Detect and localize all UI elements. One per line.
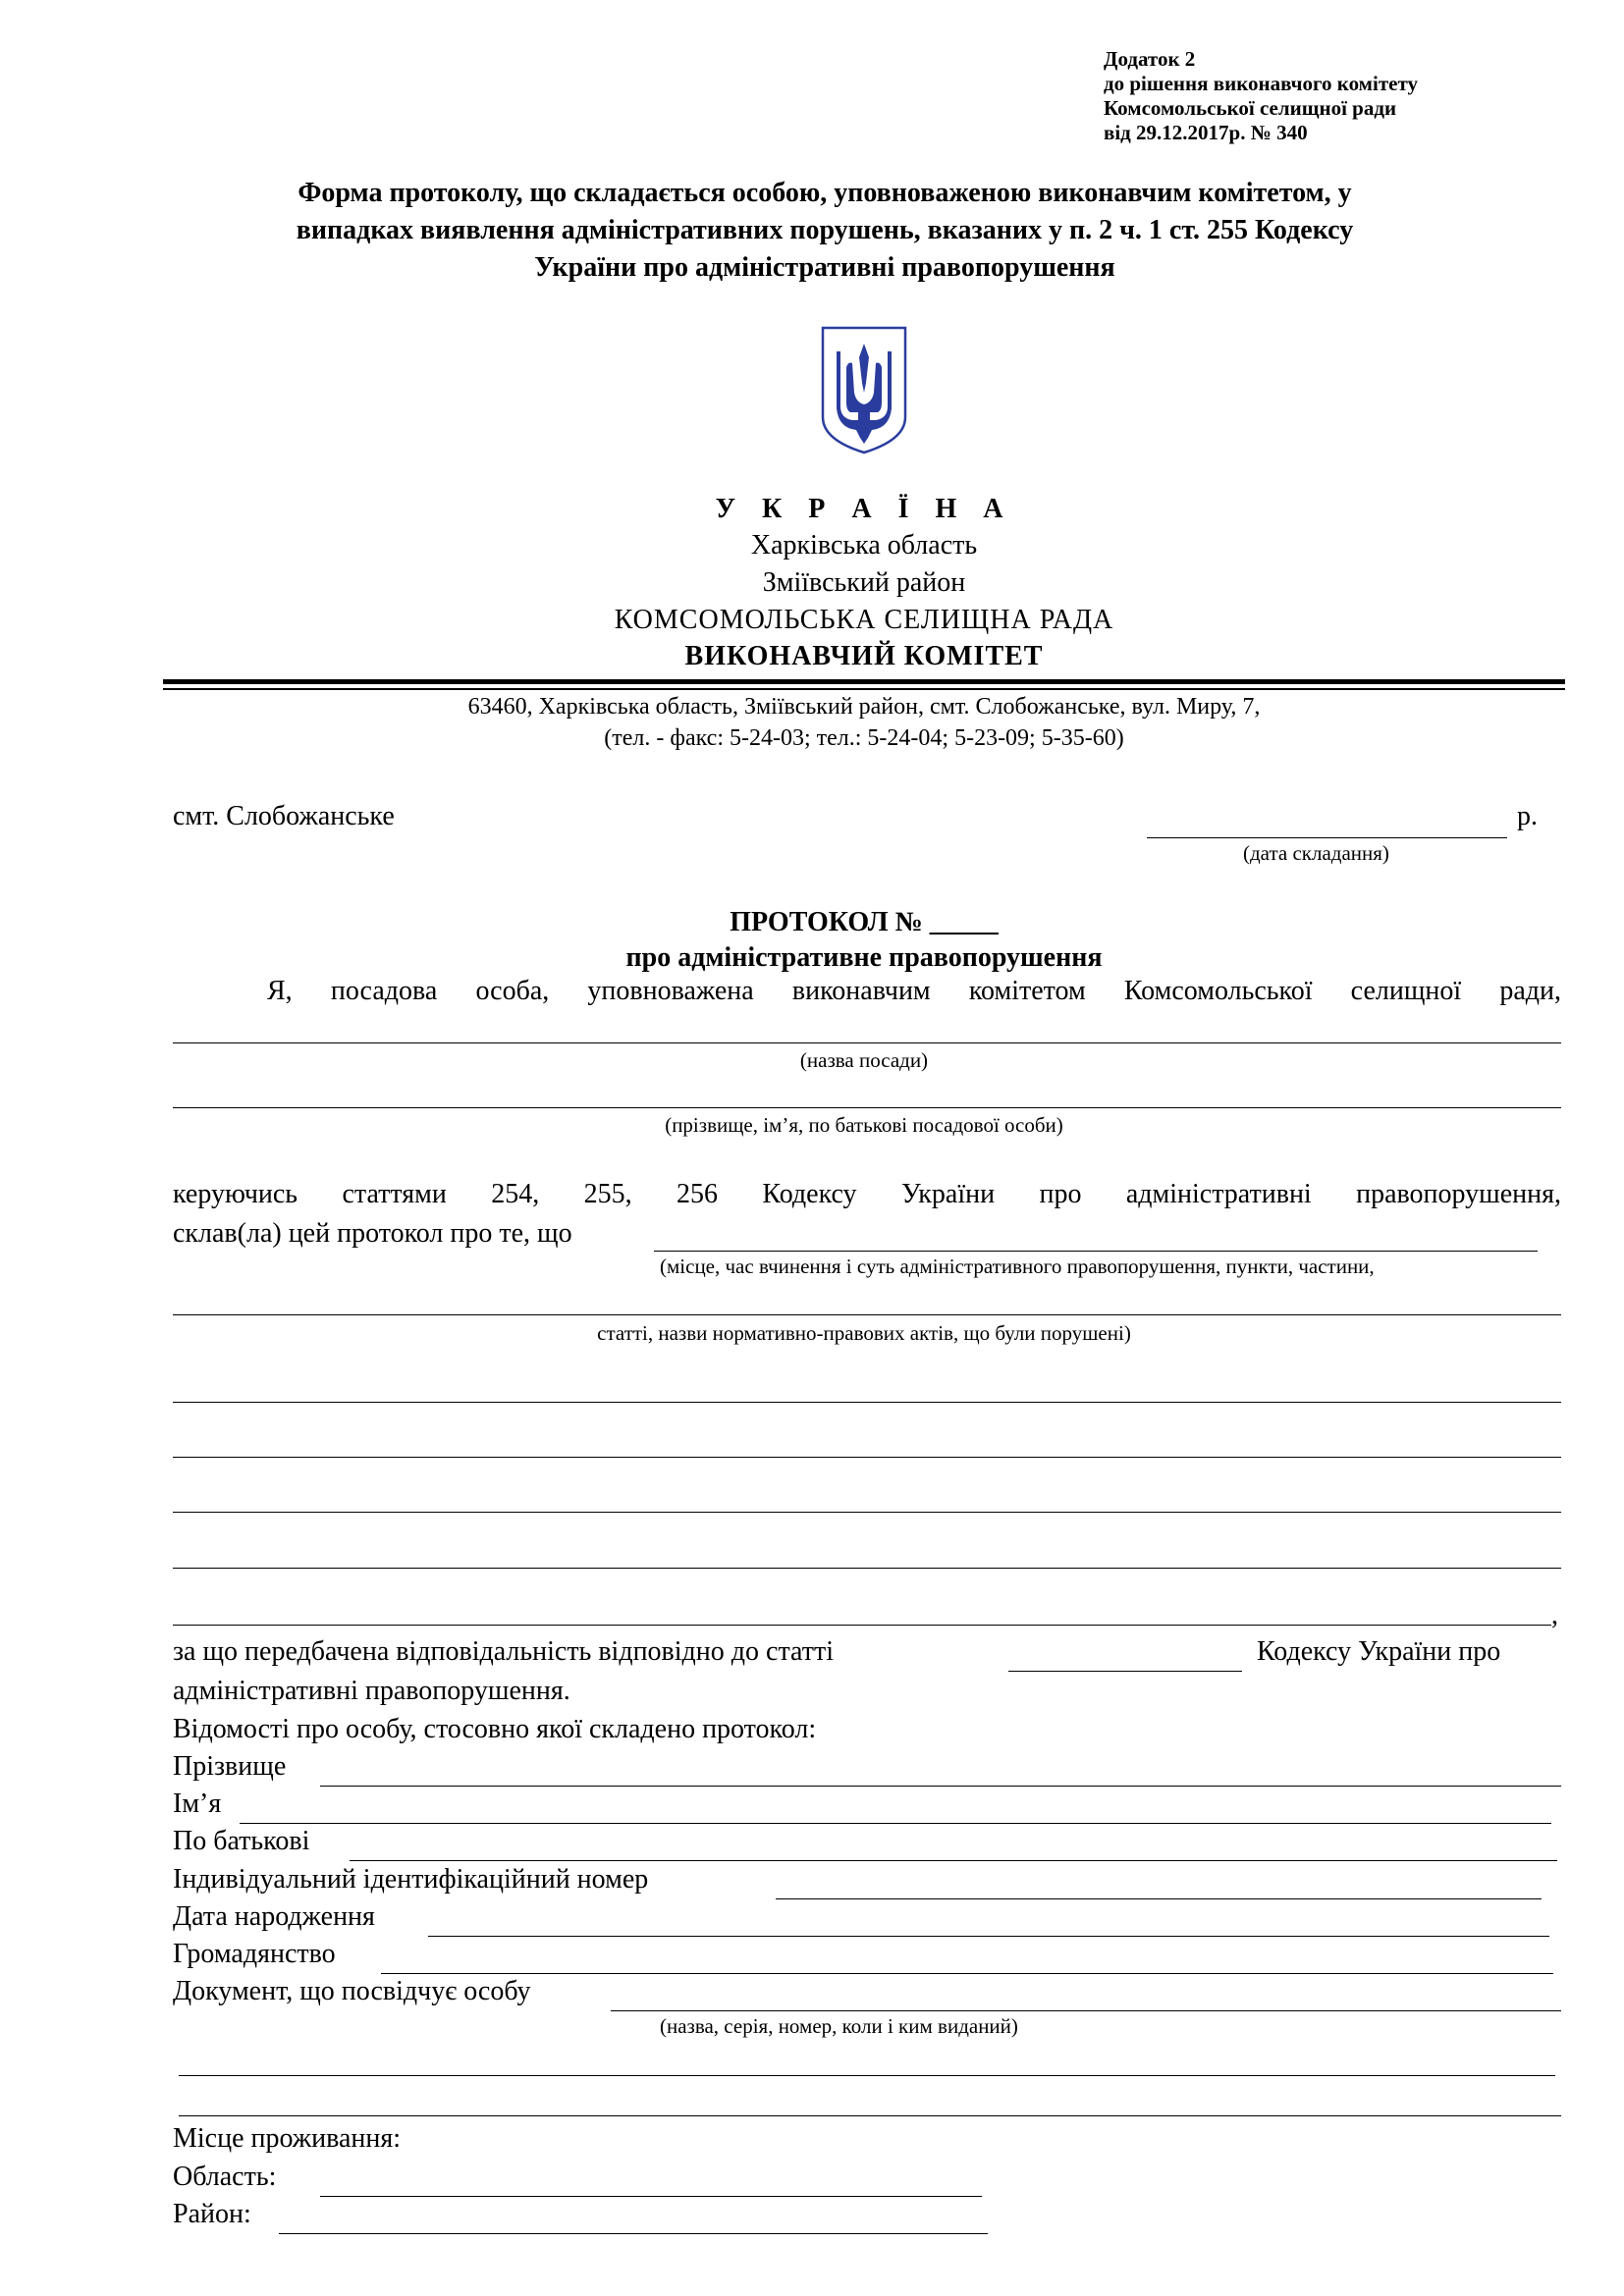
offense-caption-1: (місце, час вчинення і суть адміністративного правопорушення, пункти, частини, — [660, 1255, 1375, 1278]
official-name-field[interactable] — [173, 1107, 1561, 1108]
position-field[interactable] — [173, 1042, 1561, 1043]
offense-line-2[interactable] — [173, 1314, 1561, 1315]
annex-note — [1104, 47, 1418, 145]
offense-line-3[interactable] — [173, 1402, 1561, 1403]
annex-date: від 29.12.2017р. № 340 — [1104, 121, 1308, 144]
protocol-title: ПРОТОКОЛ № _____ — [730, 907, 999, 937]
region-name: Харківська область — [750, 530, 978, 561]
protocol-intro: Я, посадова особа, уповноважена виконавчим комітетом Комсомольської селищної ради, — [267, 976, 1561, 1006]
birth-date-field[interactable] — [428, 1936, 1549, 1937]
document-caption: (назва, серія, номер, коли і ким виданий) — [660, 2014, 1018, 2038]
council-address: 63460, Харківська область, Зміївський район, смт. Слобожанське, вул. Миру, 7, — [467, 694, 1261, 720]
ukraine-coat-of-arms-icon — [819, 324, 909, 456]
tax-id-field[interactable] — [776, 1898, 1542, 1899]
guided-text-line-1: керуючись статтями 254, 255, 256 Кодексу України про адміністративні правопорушення, — [173, 1179, 1561, 1209]
surname-label: Прізвище — [173, 1751, 287, 1782]
committee-name: ВИКОНАВЧИЙ КОМІТЕТ — [684, 641, 1044, 671]
offense-line-7[interactable] — [173, 1625, 1551, 1626]
patronymic-field[interactable] — [350, 1860, 1557, 1861]
person-info-heading: Відомості про особу, стосовно якої складено протокол: — [173, 1714, 817, 1744]
tax-id-label: Індивідуальний ідентифікаційний номер — [173, 1864, 649, 1895]
offense-comma: , — [1551, 1600, 1558, 1630]
place-label: смт. Слобожанське — [173, 801, 395, 831]
document-line-3[interactable] — [179, 2115, 1561, 2116]
form-title-line-1: Форма протоколу, що складається особою, уповноваженою виконавчим комітетом, у — [298, 178, 1352, 208]
header-rule-thin — [163, 688, 1565, 690]
offense-field[interactable] — [654, 1251, 1538, 1252]
council-phones: (тел. - факс: 5-24-03; тел.: 5-24-04; 5-23-09; 5-35-60) — [604, 725, 1124, 751]
header-rule-thick — [163, 679, 1565, 684]
date-suffix: р. — [1517, 801, 1538, 831]
article-field[interactable] — [1008, 1671, 1242, 1672]
council-name: КОМСОМОЛЬСЬКА СЕЛИЩНА РАДА — [614, 605, 1114, 635]
date-caption: (дата складання) — [1243, 841, 1389, 865]
offense-caption-2: статті, назви нормативно-правових актів, що були порушені) — [597, 1321, 1131, 1345]
liability-text-line-2: адміністративні правопорушення. — [173, 1676, 570, 1706]
guided-text-line-2: склав(ла) цей протокол про те, що — [173, 1218, 572, 1249]
position-caption: (назва посади) — [799, 1048, 929, 1072]
annex-number: Додаток 2 — [1104, 47, 1196, 71]
surname-field[interactable] — [320, 1786, 1561, 1787]
birth-date-label: Дата народження — [173, 1901, 375, 1932]
liability-text-end: Кодексу України про — [1257, 1636, 1501, 1667]
annex-council: Комсомольської селищної ради — [1104, 96, 1397, 120]
patronymic-label: По батькові — [173, 1826, 310, 1856]
protocol-subtitle: про адміністративне правопорушення — [625, 942, 1103, 973]
residence-heading: Місце проживання: — [173, 2123, 402, 2154]
liability-text-start: за що передбачена відповідальність відповідно до статті — [173, 1636, 834, 1667]
form-title-line-2: випадках виявлення адміністративних порушень, вказаних у п. 2 ч. 1 ст. 255 Кодексу — [296, 215, 1354, 245]
district-name: Зміївський район — [762, 567, 966, 598]
document-label: Документ, що посвідчує особу — [173, 1976, 531, 2006]
document-field[interactable] — [611, 2010, 1561, 2011]
offense-line-6[interactable] — [173, 1568, 1561, 1569]
annex-decision: до рішення виконавчого комітету — [1104, 72, 1418, 95]
date-field[interactable] — [1147, 837, 1507, 838]
offense-line-5[interactable] — [173, 1512, 1561, 1513]
citizenship-label: Громадянство — [173, 1939, 336, 1969]
form-title-line-3: України про адміністративні правопорушення — [534, 252, 1115, 283]
document-line-2[interactable] — [179, 2075, 1555, 2076]
citizenship-field[interactable] — [381, 1973, 1553, 1974]
official-name-caption: (прізвище, ім’я, по батькові посадової особи) — [665, 1113, 1063, 1137]
name-label: Ім’я — [173, 1789, 222, 1819]
name-field[interactable] — [240, 1823, 1551, 1824]
oblast-label: Область: — [173, 2162, 277, 2192]
raion-label: Район: — [173, 2199, 251, 2229]
form-title — [147, 175, 1502, 287]
country-name: У К Р А Ї Н А — [715, 494, 1013, 524]
oblast-field[interactable] — [320, 2196, 982, 2197]
offense-line-4[interactable] — [173, 1457, 1561, 1458]
raion-field[interactable] — [279, 2233, 988, 2234]
